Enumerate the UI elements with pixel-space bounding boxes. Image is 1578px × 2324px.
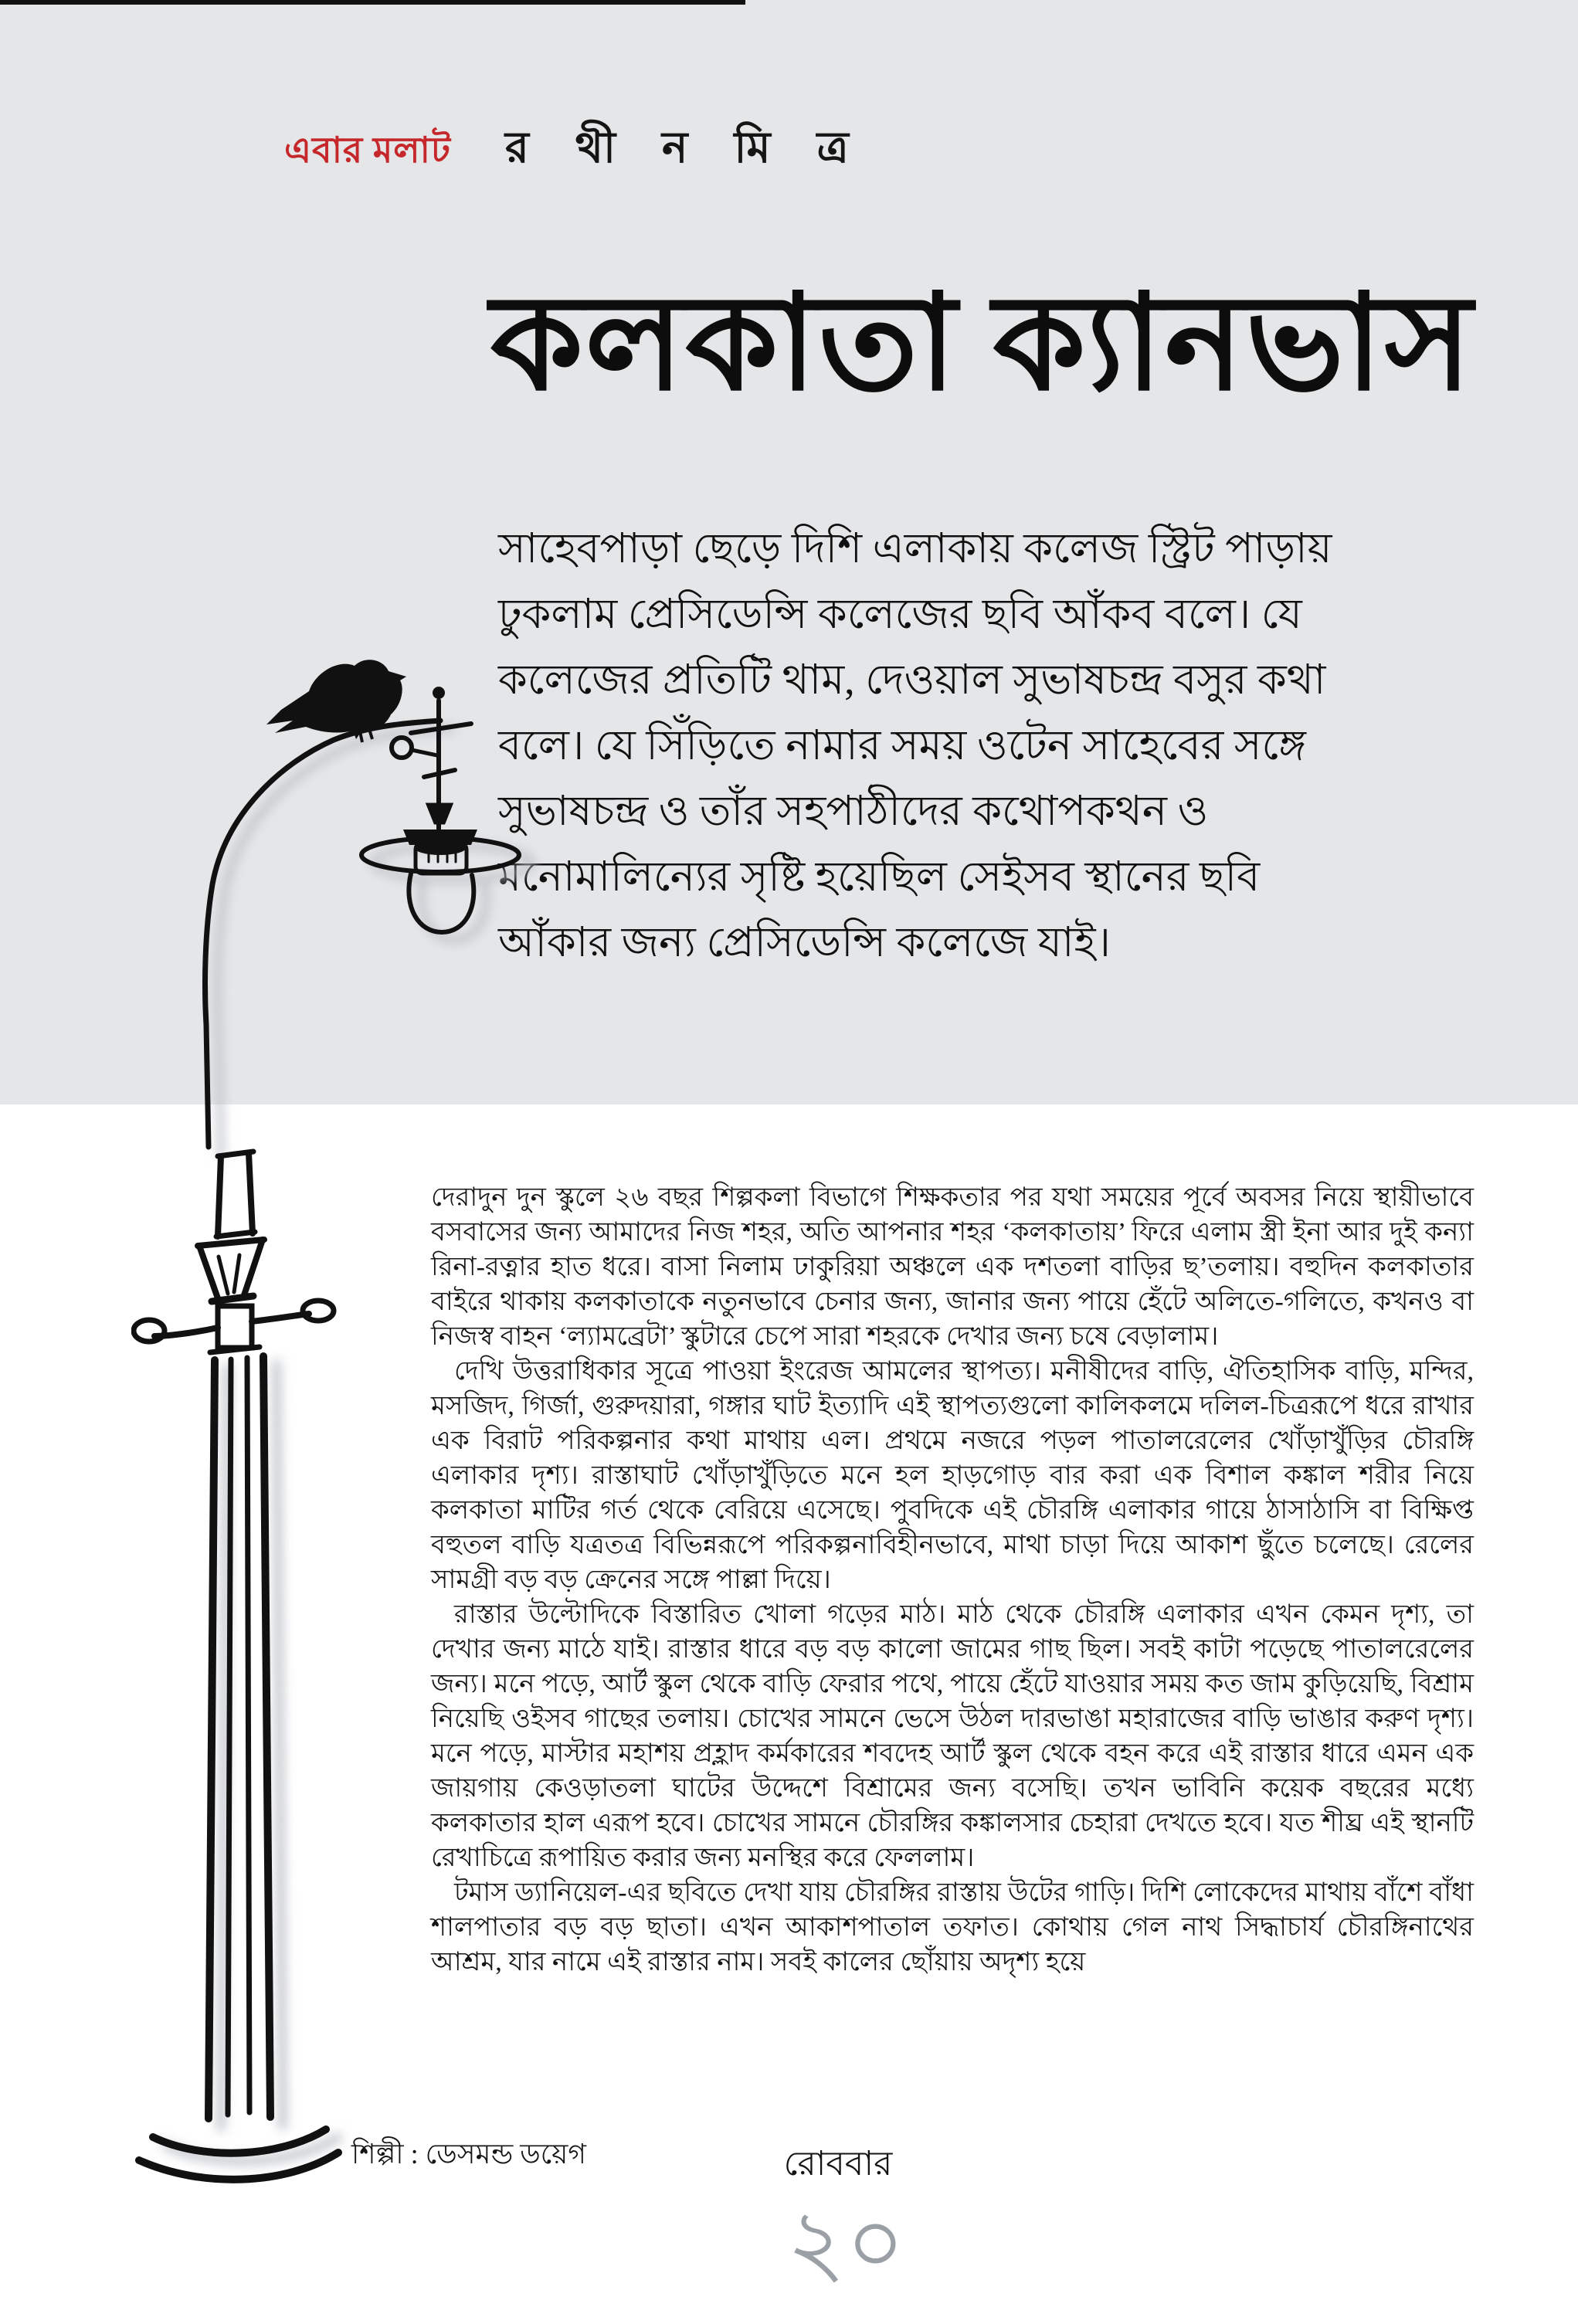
lead-line: সুভাষচন্দ্র ও তাঁর সহপাঠীদের কথোপকথন ও [498, 788, 1209, 834]
artist-credit: শিল্পী : ডেসমন্ড ডয়েগ [351, 2139, 586, 2170]
page-number: ২০ [786, 2193, 905, 2294]
body-paragraph: দেরাদুন দুন স্কুলে ২৬ বছর শিল্পকলা বিভাগে শিক্ষকতার পর যথা সময়ের পূর্বে অবসর নিয়ে স্থায়ীভাবে বসবাসের জন্য আমাদের নিজ শহর, অতি আপনার শহর ‘কলকাতায়’ ফিরে এলাম স্ত্রী ইনা আর দুই কন্যা রিনা-রত্নার হাত ধরে। বাসা নিলাম ঢাকুরিয়া অঞ্চলে এক দশতলা বাড়ির ছ’তলায়। বহুদিন কলকাতার বাইরে থাকায় কলকাতাকে নতুনভাবে চেনার জন্য, জানার জন্য পায়ে হেঁটে অলিতে-গলিতে, কখনও বা নিজস্ব বাহন ‘ল্যামব্রেটা’ স্কুটারে চেপে সারা শহরকে দেখার জন্য চষে বেড়ালাম। [431, 1183, 1474, 1351]
lead-line: ঢুকলাম প্রেসিডেন্সি কলেজের ছবি আঁকব বলে। যে [498, 591, 1302, 637]
lamp-post [134, 1152, 338, 2180]
lead-line: কলেজের প্রতিটি থাম, দেওয়াল সুভাষচন্দ্র বসুর কথা [498, 656, 1326, 703]
body-paragraph: রাস্তার উল্টোদিকে বিস্তারিত খোলা গড়ের মাঠ। মাঠ থেকে চৌরঙ্গি এলাকার এখন কেমন দৃশ্য, তা দেখার জন্য মাঠে যাই। রাস্তার ধারে বড় বড় কালো জামের গাছ ছিল। সবই কাটা পড়েছে পাতালরেলের জন্য। মনে পড়ে, আর্ট স্কুল থেকে বাড়ি ফেরার পথে, পায়ে হেঁটে যাওয়ার সময় কত জাম কুড়িয়েছি, বিশ্রাম নিয়েছি ওইসব গাছের তলায়। চোখের সামনে ভেসে উঠল দারভাঙা মহারাজের বাড়ি ভাঙার করুণ দৃশ্য। মনে পড়ে, মাস্টার মহাশয় প্রহ্লাদ কর্মকারের শবদেহ আর্ট স্কুল থেকে বহন করে এই রাস্তার ধারে এমন এক জায়গায় কেওড়াতলা ঘাটের উদ্দেশে বিশ্রামের জন্য বসেছি। তখন ভাবিনি কয়েক বছরের মধ্যে কলকাতার হাল এরূপ হবে। চোখের সামনে চৌরঙ্গির কঙ্কালসার চেহারা দেখতে হবে। যত শীঘ্র এই স্থানটি রেখাচিত্রে রূপায়িত করার জন্য মনস্থির করে ফেললাম। [431, 1600, 1474, 1872]
body-paragraph: টমাস ড্যানিয়েল-এর ছবিতে দেখা যায় চৌরঙ্গির রাস্তায় উটের গাড়ি। দিশি লোকেদের মাথায় বাঁশে বাঁধা শালপাতার বড় বড় ছাতা। এখন আকাশপাতাল তফাত। কোথায় গেল নাথ সিদ্ধাচার্য চৌরঙ্গিনাথের আশ্রম, যার নামে এই রাস্তার নাম। সবই কালের ছোঁয়ায় অদৃশ্য হয়ে [431, 1878, 1474, 1976]
lamp-arm [205, 721, 440, 1147]
article-body [431, 1180, 1474, 1980]
lead-paragraph [498, 516, 1487, 975]
lead-line: আঁকার জন্য প্রেসিডেন্সি কলেজে যাই। [498, 919, 1111, 965]
magazine-name: রোববার [783, 2145, 893, 2183]
top-edge-rule [0, 0, 745, 5]
article-title: কলকাতা ক্যানভাস [490, 271, 1474, 418]
crow-silhouette [266, 660, 406, 742]
kicker-row [284, 114, 857, 187]
section-kicker: এবার মলাট [284, 131, 451, 170]
lead-line: মনোমালিন্যের সৃষ্টি হয়েছিল সেইসব স্থানের ছবি [498, 853, 1261, 900]
author-name: র থী ন মি ত্র [504, 124, 857, 172]
lead-line: বলে। যে সিঁড়িতে নামার সময় ওটেন সাহেবের সঙ্গে [498, 722, 1306, 768]
body-paragraph: দেখি উত্তরাধিকার সূত্রে পাওয়া ইংরেজ আমলের স্থাপত্য। মনীষীদের বাড়ি, ঐতিহাসিক বাড়ি, মন্দির, মসজিদ, গির্জা, গুরুদয়ারা, গঙ্গার ঘাট ইত্যাদি এই স্থাপত্যগুলো কালিকলমে দলিল-চিত্ররূপে ধরে রাখার এক বিরাট পরিকল্পনার কথা মাথায় এল। প্রথমে নজরে পড়ল পাতালরেলের খোঁড়াখুঁড়ির চৌরঙ্গি এলাকার দৃশ্য। রাস্তাঘাট খোঁড়াখুঁড়িতে মনে হল হাড়গোড় বার করা এক বিশাল কঙ্কাল শরীর নিয়ে কলকাতা মাটির গর্ত থেকে বেরিয়ে এসেছে। পুবদিকে এই চৌরঙ্গি এলাকার গায়ে ঠাসাঠাসি বা বিক্ষিপ্ত বহুতল বাড়ি যত্রতত্র বিভিন্নরূপে পরিকল্পনাবিহীনভাবে, মাথা চাড়া দিয়ে আকাশ ছুঁতে চলেছে। রেলের সামগ্রী বড় বড় ক্রেনের সঙ্গে পাল্লা দিয়ে। [431, 1357, 1474, 1594]
lead-line: সাহেবপাড়া ছেড়ে দিশি এলাকায় কলেজ স্ট্রিট পাড়ায় [498, 525, 1332, 572]
